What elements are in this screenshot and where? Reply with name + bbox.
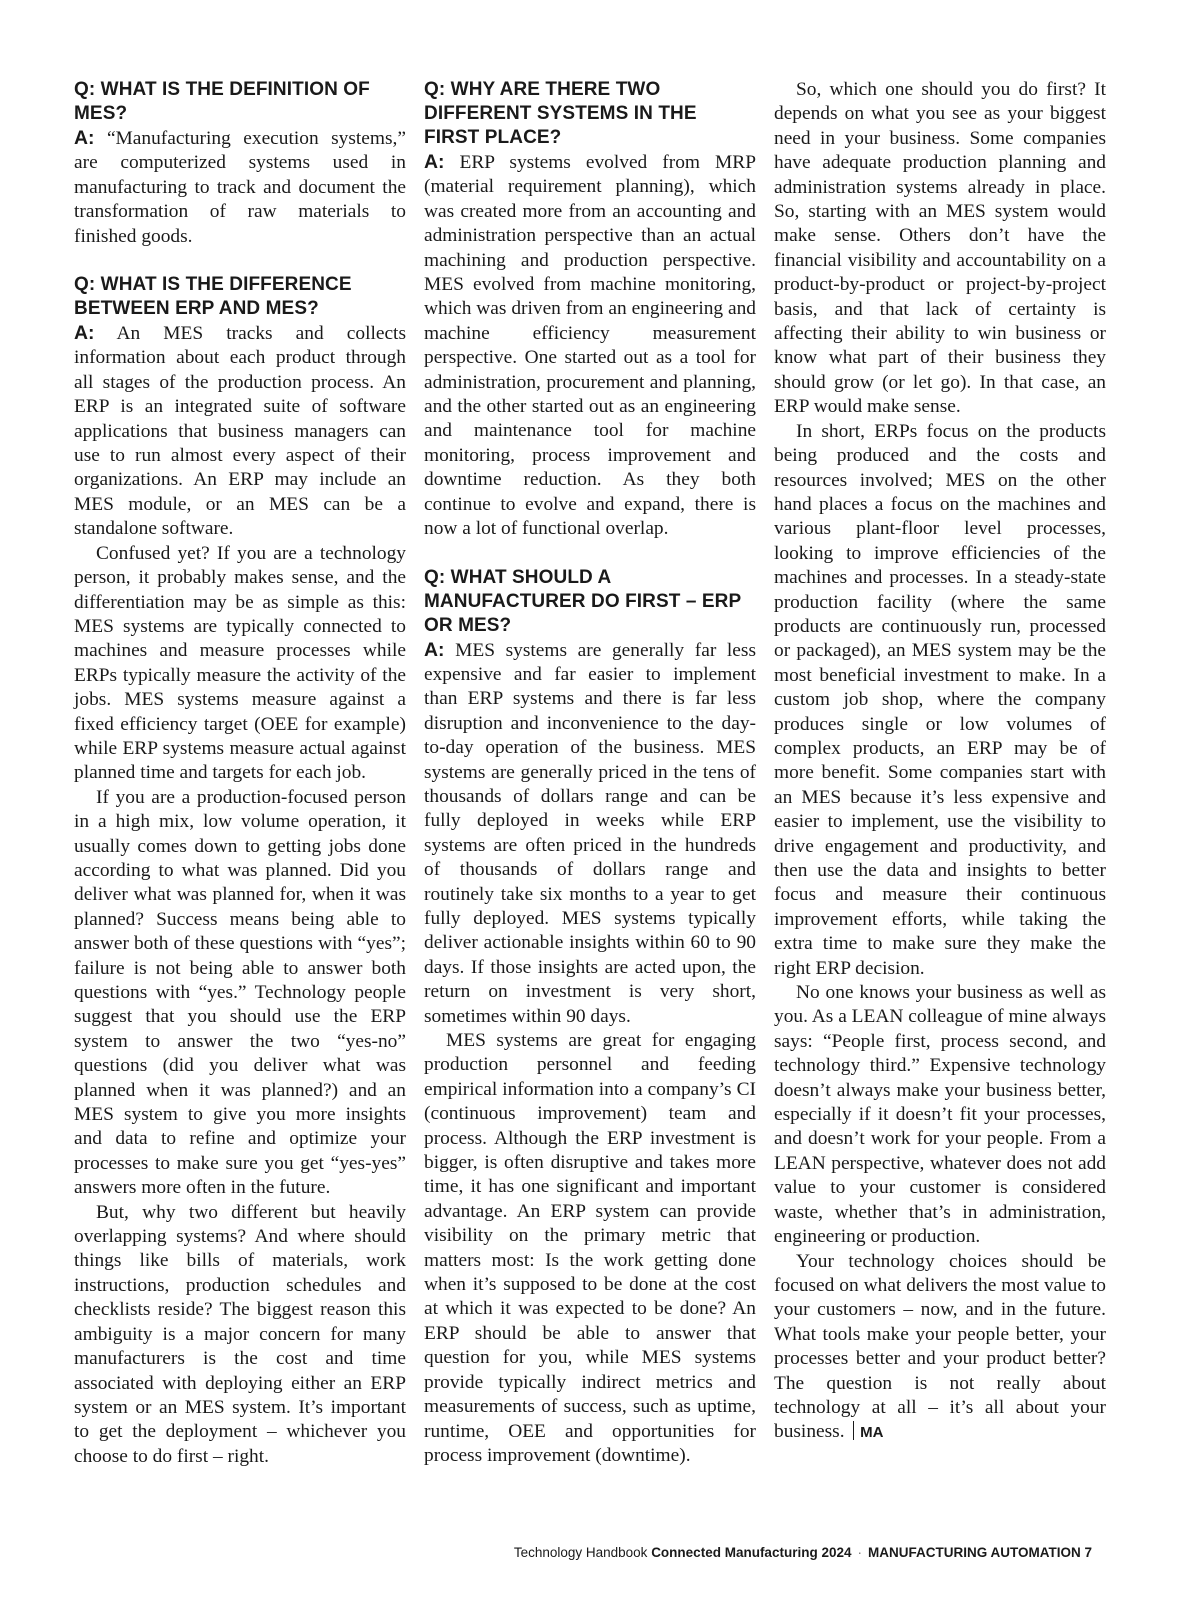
answer-text: ERP systems evolved from MRP (material requirement planning), which was created more from an accounting and administration perspective than an actual machining and production perspective. MES evolved from machine monitoring, which was driven from an engineering and machine efficiency measurement perspective. One started out as a tool for administration, procurement and planning, and the other started out as an engineering and maintenance tool for machine monitoring, process improvement and downtime reduction. As they both continue to evolve and expand, there is now a lot of functional overlap. [424,152,756,540]
body-paragraph: Confused yet? If you are a technology person, it probably makes sense, and the differentiation may be as simple as this: MES systems are typically connected to machines and measure processes while ERPs typically measure the activity of the jobs. MES systems measure against a fixed efficiency target (OEE for example) while ERP systems measure actual against planned time and targets for each job. [74,542,406,784]
closing-text: Your technology choices should be focused on what delivers the most value to your customers – now, and in the future. What tools make your people better, your processes better and your product better? The question is not really about technology at all – it’s all about your business. [774,1250,1106,1443]
answer-paragraph [424,150,756,542]
question-heading: Q: WHAT IS THE DIFFERENCE BETWEEN ERP AND MES? [74,274,352,320]
answer-text: An MES tracks and collects information about each product through all stages of the production process. An ERP is an integrated suite of software applications that business managers can use to run almost every aspect of their organizations. An ERP may include an MES module, or an MES can be a standalone software. [74,323,406,540]
column-2 [424,78,756,1468]
column-3 [774,78,1106,1446]
page-number: 7 [1084,1545,1092,1560]
closing-paragraph [774,1250,1106,1446]
footer-handbook: Technology Handbook [513,1545,648,1560]
column-1 [74,78,406,1469]
answer-paragraph [74,321,406,542]
answer-paragraph [424,638,756,1030]
question-heading: Q: WHAT IS THE DEFINITION OF MES? [74,79,370,124]
question-heading: Q: WHY ARE THERE TWO DIFFERENT SYSTEMS IN THE FIRST PLACE? [424,79,697,148]
body-paragraph: In short, ERPs focus on the products being produced and the costs and resources involved; MES on the other hand places a focus on the machines and various plant-floor level processes, looking to improve efficiencies of the machines and processes. In a steady-state production facility (where the same products are continuously run, processed or packaged), an MES system may be the most beneficial investment to make. In a custom job shop, where the company produces single or low volumes of complex products, an ERP may be of more benefit. Some companies start with an MES because it’s less expensive and easier to implement, use the visibility to drive engagement and productivity, and then use the data and insights to better focus and measure their continuous improvement efforts, while taking the extra time to make sure they make the right ERP decision. [774,420,1106,979]
end-divider [853,1421,855,1440]
body-paragraph: No one knows your business as well as you. As a LEAN colleague of mine always says: “People first, process second, and technology third.” Expensive technology doesn’t always make your business better, especially if it doesn’t fit your processes, and doesn’t work for your people. From a LEAN perspective, whatever does not add value to your customer is considered waste, whether that’s in administration, engineering or production. [774,982,1106,1248]
page-footer [514,1545,1092,1560]
body-paragraph: But, why two different but heavily overlapping systems? And where should things like bills of materials, work instructions, production schedules and checklists reside? The biggest reason this ambiguity is a major concern for many manufacturers is the cost and time associated with deploying either an ERP system or an MES system. It’s important to get the deployment – whichever you choose to do first – right. [74,1201,406,1467]
answer-paragraph [74,126,406,249]
answer-label: A: [424,151,445,173]
footer-separator: · [857,1545,862,1560]
body-paragraph: So, which one should you do first? It depends on what you see as your biggest need in your business. Some companies have adequate production planning and administration systems already in place. So, starting with an MES system would make sense. Others don’t have the financial visibility and accountability on a product-by-product or project-by-project basis, and that lack of certainty is affecting their ability to win business or know what part of their business they should grow (or let go). In that case, an ERP would make sense. [774,79,1106,418]
footer-issue: Connected Manufacturing 2024 [651,1545,852,1560]
answer-label: A: [74,322,95,345]
body-paragraph: MES systems are great for engaging production personnel and feeding empirical information into a company’s CI (continuous improvement) team and process. Although the ERP investment is bigger, is often disruptive and takes more time, it has one significant and important advantage. An ERP system can provide visibility on the primary metric that matters most: Is the work getting done when it’s supposed to be done at the cost at which it was expected to be done? An ERP should be able to answer that question for you, while MES systems provide typically indirect metrics and measurements of success, such as uptime, runtime, OEE and opportunities for process improvement (downtime). [424,1030,756,1466]
answer-label: A: [424,638,445,661]
footer-magazine: MANUFACTURING AUTOMATION [867,1545,1081,1560]
answer-text: MES systems are generally far less expensive and far easier to implement than ERP systems and there is far less disruption and inconvenience to the day-to-day operation of the business. MES systems are generally priced in the tens of thousands of dollars range and can be fully deployed in weeks while ERP systems are often priced in the hundreds of thousands of dollars range and routinely take six months to a year to get fully deployed. MES systems typically deliver actionable insights within 60 to 90 days. If those insights are acted upon, the return on investment is very short, sometimes within 90 days. [424,639,756,1027]
end-mark: MA [860,1424,884,1442]
answer-label: A: [74,127,95,149]
answer-text: “Manufacturing execution systems,” are computerized systems used in manufacturing to track and document the transformation of raw materials to finished goods. [74,128,406,247]
body-paragraph: If you are a production-focused person in a high mix, low volume operation, it usually comes down to getting jobs done according to what was planned. Did you deliver what was planned for, when it was planned? Success means being able to answer both of these questions with “yes”; failure is not being able to answer both questions with “yes.” Technology people suggest that you should use the ERP system to answer the two “yes-no” questions (did you deliver what was planned when it was planned?) and an MES system to give you more insights and data to refine and optimize your processes to make sure you get “yes-yes” answers more often in the future. [74,786,406,1199]
question-heading: Q: WHAT SHOULD A MANUFACTURER DO FIRST – ERP OR MES? [424,566,741,636]
